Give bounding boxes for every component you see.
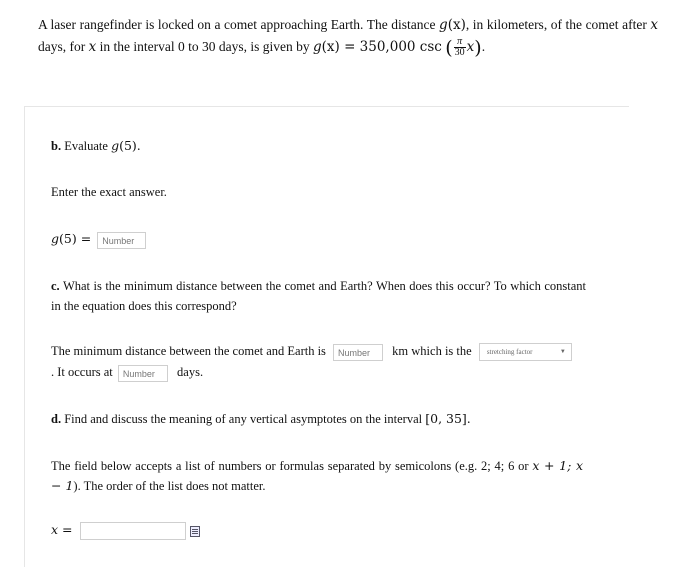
g5-input[interactable]: Number: [97, 232, 146, 249]
part-b-instruction: Enter the exact answer.: [51, 185, 167, 199]
interval: [0, 35].: [425, 411, 471, 426]
part-question: Find and discuss the meaning of any vertical asymptotes on the interval: [61, 412, 426, 426]
problem-statement: A laser rangefinder is locked on a comet approaching Earth. The distance g(x), in kilometers, of the comet after x days, for x in the interval 0 to 30 days, is given by g(x) = 350,000 csc ( $\frac{\pi}{30}$ x).: [38, 17, 658, 59]
intro-text: , in kilometers, of the comet after: [465, 17, 651, 32]
answer-sentence: The minimum distance between the comet and Earth is: [51, 344, 326, 358]
function-arg: (5).: [119, 138, 141, 153]
fraction: [454, 37, 466, 58]
part-label: d.: [51, 412, 62, 426]
part-c-answer-row-2: [51, 362, 203, 382]
part-d-answer-row: [51, 520, 200, 540]
question-panel: [24, 106, 629, 567]
equation-lhs: (x) = 350,000 csc: [321, 39, 442, 55]
fraction-numerator: π: [454, 37, 466, 48]
part-d-question: [51, 409, 471, 429]
note-expression: x + 1; x − 1: [51, 458, 583, 493]
open-paren: (: [445, 36, 453, 59]
min-distance-input[interactable]: Number: [333, 344, 383, 361]
note-text: ). The order of the list does not matter.: [73, 479, 266, 493]
part-b-answer-row: [51, 229, 146, 249]
function-name: g: [312, 39, 322, 55]
min-time-input[interactable]: Number: [118, 365, 168, 382]
function-name: g: [439, 17, 448, 33]
constant-select[interactable]: [479, 343, 572, 361]
part-b-prompt: [51, 136, 141, 156]
part-d-note: [51, 456, 583, 496]
answer-lhs: (5) =: [59, 231, 92, 246]
close-paren: ): [474, 36, 482, 59]
answer-sentence: days.: [177, 365, 204, 379]
formula-editor-icon[interactable]: [190, 526, 200, 537]
chevron-down-icon: ▼: [559, 349, 566, 356]
select-value: stretching factor: [486, 348, 533, 357]
part-label: b.: [51, 139, 62, 153]
part-question: What is the minimum distance between the comet and Earth? When does this occur? To which constant in the equation does this correspond?: [51, 279, 586, 313]
part-label: c.: [51, 279, 60, 293]
part-c-question: [51, 276, 586, 316]
function-arg: (x): [447, 17, 466, 33]
intro-text: days, for: [38, 39, 89, 54]
note-text: The field below accepts a list of numbers or formulas separated by semicolons (e.g. 2; 4; 6 or: [51, 459, 533, 473]
function-name: g: [51, 231, 60, 246]
answer-sentence: km which is the: [392, 344, 472, 358]
variable-x: x: [88, 39, 97, 55]
equation-tail: x: [466, 39, 475, 55]
part-c-answer-row: [51, 341, 591, 361]
function-name: g: [111, 138, 120, 153]
intro-text: A laser rangefinder is locked on a comet approaching Earth. The distance: [38, 17, 440, 32]
part-prompt: Evaluate: [61, 139, 112, 153]
answer-sentence: . It occurs at: [51, 365, 113, 379]
answer-lhs: x =: [51, 522, 73, 537]
variable-x: x: [650, 17, 658, 33]
intro-text: in the interval 0 to 30 days, is given by: [96, 39, 313, 54]
fraction-denominator: 30: [454, 47, 465, 59]
asymptotes-input[interactable]: [80, 522, 186, 540]
